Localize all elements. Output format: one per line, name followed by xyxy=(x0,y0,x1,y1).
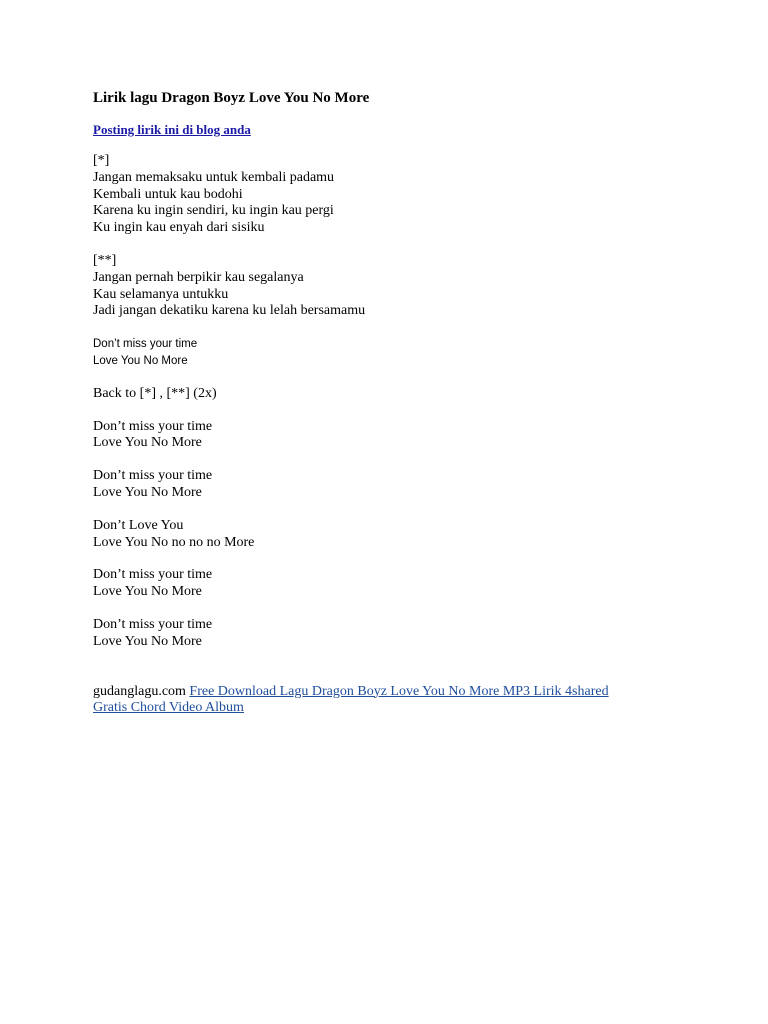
download-link[interactable]: Free Download Lagu Dragon Boyz Love You No More MP3 Lirik 4shared xyxy=(189,683,609,699)
lyric-line: Don’t miss your time xyxy=(93,468,213,484)
lyric-line: Ku ingin kau enyah dari sisiku xyxy=(93,220,265,236)
lyric-line: Don’t miss your time xyxy=(93,418,213,434)
lyric-line: [*] xyxy=(93,153,110,168)
lyric-line: [**] xyxy=(93,252,117,268)
lyric-line: Jangan pernah berpikir kau segalanya xyxy=(93,269,304,285)
lyric-line: Love You No More xyxy=(93,633,202,649)
chorus-sans xyxy=(93,336,713,370)
footer-line-1 xyxy=(93,684,713,701)
lyric-line: Don’t miss your time xyxy=(93,616,213,632)
lyric-line: Jangan memaksaku untuk kembali padamu xyxy=(93,169,335,185)
lyric-line: Jadi jangan dekatiku karena ku lelah bersamamu xyxy=(93,303,366,319)
lyric-line: Love You No More xyxy=(93,354,188,367)
lyric-line: Back to [*] , [**] (2x) xyxy=(93,385,217,401)
document-page xyxy=(93,88,713,717)
download-link-continued[interactable]: Gratis Chord Video Album xyxy=(93,700,244,716)
footer-site: gudanglagu.com xyxy=(93,683,186,699)
verse-1 xyxy=(93,153,713,237)
document-title: Lirik lagu Dragon Boyz Love You No More xyxy=(93,90,370,106)
chorus-4 xyxy=(93,567,713,601)
chorus-2 xyxy=(93,468,713,502)
lyric-line: Don’t miss your time xyxy=(93,338,198,351)
verse-2 xyxy=(93,253,713,320)
lyric-line: Kau selamanya untukku xyxy=(93,286,229,302)
post-lyrics-link[interactable]: Posting lirik ini di blog anda xyxy=(93,122,251,137)
footer-line-2 xyxy=(93,700,713,717)
lyric-line: Karena ku ingin sendiri, ku ingin kau pergi xyxy=(93,203,334,219)
lyric-line: Love You No More xyxy=(93,484,202,500)
chorus-1 xyxy=(93,419,713,453)
lyric-line: Kembali untuk kau bodohi xyxy=(93,186,243,202)
lyric-line: Love You No no no no More xyxy=(93,534,255,550)
chorus-3 xyxy=(93,518,713,552)
lyric-line: Love You No More xyxy=(93,435,202,451)
lyric-line: Don’t Love You xyxy=(93,517,184,533)
repeat-note xyxy=(93,386,713,403)
lyric-line: Don’t miss your time xyxy=(93,567,213,583)
lyric-line: Love You No More xyxy=(93,584,202,600)
chorus-5 xyxy=(93,617,713,651)
footer-source xyxy=(93,684,713,718)
